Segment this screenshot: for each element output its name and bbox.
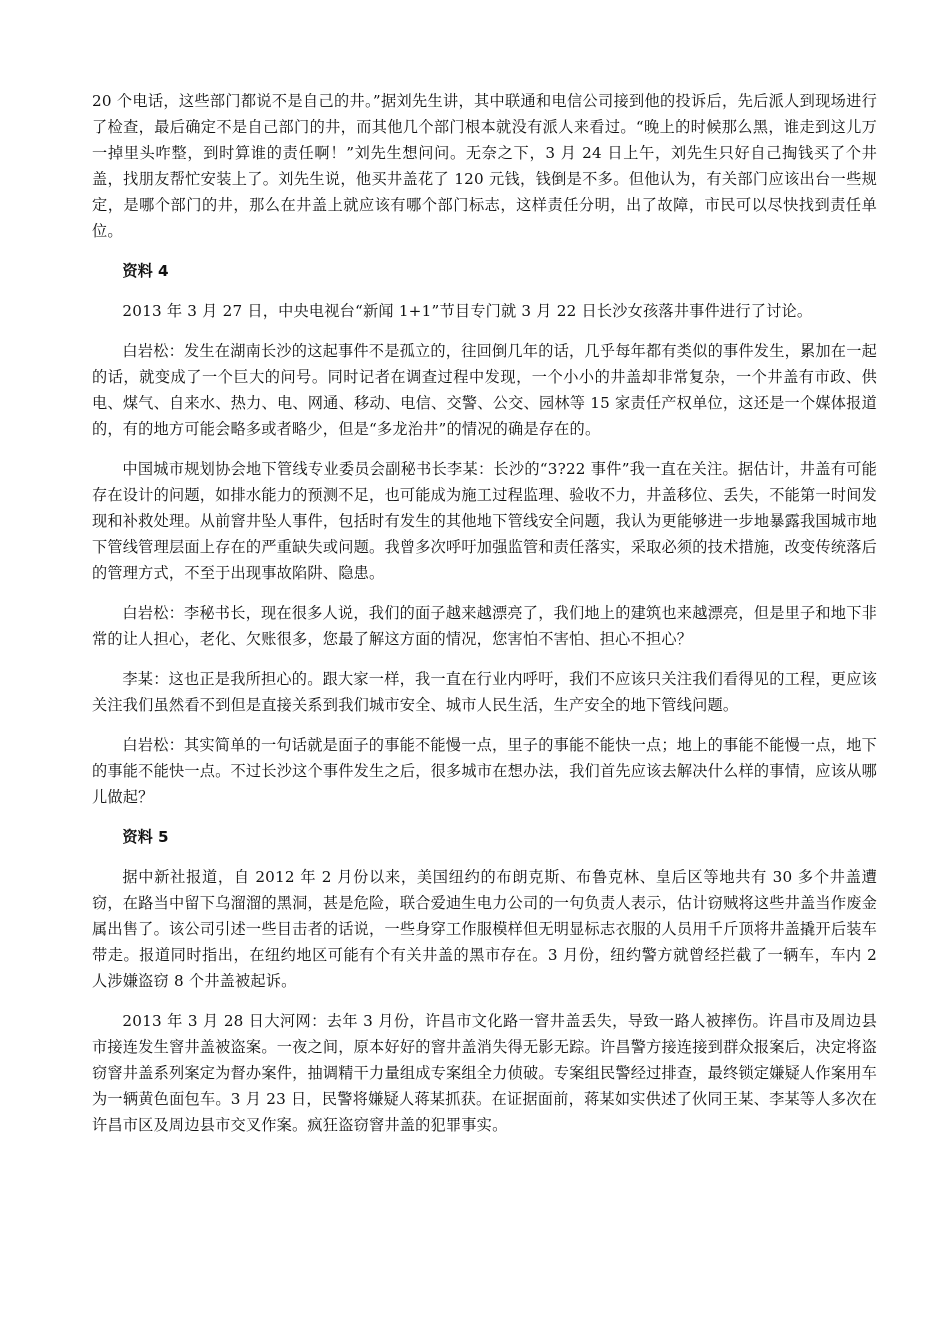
paragraph-liu-complaint: 20 个电话，这些部门都说不是自己的井。”据刘先生讲，其中联通和电信公司接到他的投诉后，先后派人到现场进行了检查，最后确定不是自己部门的井，而其他几个部门根本就没有派人来看过。“晚上的时候那么黑，谁走到这儿万一掉里头咋整，到时算谁的责任啊！”刘先生想问问。无奈之下，3 月 24 日上午，刘先生只好自己掏钱买了个井盖，找朋友帮忙安装上了。刘先生说，他买井盖花了 120 元钱，钱倒是不多。但他认为，有关部门应该出台一些规定，是哪个部门的井，那么在井盖上就应该有哪个部门标志，这样责任分明，出了故障，市民可以尽快找到责任单位。 xyxy=(92,92,877,240)
spacer xyxy=(92,284,877,298)
spacer xyxy=(92,652,877,666)
spacer xyxy=(92,994,877,1008)
paragraph-bai-yansong-3: 白岩松：其实简单的一句话就是面子的事能不能慢一点，里子的事能不能快一点；地上的事能不能慢一点，地下的事能不能快一点。不过长沙这个事件发生之后，很多城市在想办法，我们首先应该去解决什么样的事情，应该从哪儿做起？ xyxy=(92,736,877,806)
paragraph-li-reply: 李某：这也正是我所担心的。跟大家一样，我一直在行业内呼吁，我们不应该只关注我们看得见的工程，更应该关注我们虽然看不到但是直接关系到我们城市安全、城市人民生活，生产安全的地下管线问题。 xyxy=(92,670,877,714)
paragraph-xuchang-case: 2013 年 3 月 28 日大河网：去年 3 月份，许昌市文化路一窨井盖丢失，导致一路人被摔伤。许昌市及周边县市接连发生窨井盖被盗案。一夜之间，原本好好的窨井盖消失得无影无踪。许昌警方接连接到群众报案后，决定将盗窃窨井盖系列案定为督办案件，抽调精干力量组成专案组全力侦破。专案组民警经过排查，最终锁定嫌疑人作案用车为一辆黄色面包车。3 月 23 日，民警将嫌疑人蒋某抓获。在证据面前，蒋某如实供述了伙同王某、李某等人多次在许昌市区及周边县市交叉作案。疯狂盗窃窨井盖的犯罪事实。 xyxy=(92,1012,877,1134)
paragraph-new-york-theft: 据中新社报道，自 2012 年 2 月份以来，美国纽约的布朗克斯、布鲁克林、皇后区等地共有 30 多个井盖遭窃，在路当中留下乌溜溜的黑洞，甚是危险，联合爱迪生电力公司的一句负责人表示，估计窃贼将这些井盖当作废金属出售了。该公司引述一些目击者的话说，一些身穿工作服模样但无明显标志衣服的人员用千斤顶将井盖撬开后装车带走。报道同时指出，在纽约地区可能有个有关井盖的黑市存在。3 月份，纽约警方就曾经拦截了一辆车，车内 2 人涉嫌盗窃 8 个井盖被起诉。 xyxy=(92,868,877,990)
spacer xyxy=(92,586,877,600)
spacer xyxy=(92,810,877,824)
spacer xyxy=(92,850,877,864)
paragraph-bai-yansong-1: 白岩松：发生在湖南长沙的这起事件不是孤立的，往回倒几年的话，几乎每年都有类似的事件发生，累加在一起的话，就变成了一个巨大的问号。同时记者在调查过程中发现，一个小小的井盖却非常复杂，一个井盖有市政、供电、煤气、自来水、热力、电、网通、移动、电信、交警、公交、园林等 15 家责任产权单位，这还是一个媒体报道的，有的地方可能会略多或者略少，但是“多龙治井”的情况的确是存在的。 xyxy=(92,342,877,438)
document-page xyxy=(92,88,877,1138)
paragraph-li-statement: 中国城市规划协会地下管线专业委员会副秘书长李某：长沙的“3?22 事件”我一直在关注。据估计，井盖有可能存在设计的问题，如排水能力的预测不足，也可能成为施工过程监理、验收不力，井盖移位、丢失，不能第一时间发现和补救处理。从前窨井坠人事件，包括时有发生的其他地下管线安全问题，我认为更能够进一步地暴露我国城市地下管线管理层面上存在的严重缺失或问题。我曾多次呼吁加强监管和责任落实，采取必须的技术措施，改变传统落后的管理方式，不至于出现事故陷阱、隐患。 xyxy=(92,460,877,582)
spacer xyxy=(92,244,877,258)
section-heading-material-4: 资料 4 xyxy=(122,262,169,280)
section-heading-material-5: 资料 5 xyxy=(122,828,169,846)
spacer xyxy=(92,324,877,338)
paragraph-cctv-discussion: 2013 年 3 月 27 日，中央电视台“新闻 1+1”节目专门就 3 月 22 日长沙女孩落井事件进行了讨论。 xyxy=(122,302,813,320)
spacer xyxy=(92,718,877,732)
spacer xyxy=(92,442,877,456)
paragraph-bai-yansong-2: 白岩松：李秘书长，现在很多人说，我们的面子越来越漂亮了，我们地上的建筑也来越漂亮，但是里子和地下非常的让人担心，老化、欠账很多，您最了解这方面的情况，您害怕不害怕、担心不担心？ xyxy=(92,604,877,648)
